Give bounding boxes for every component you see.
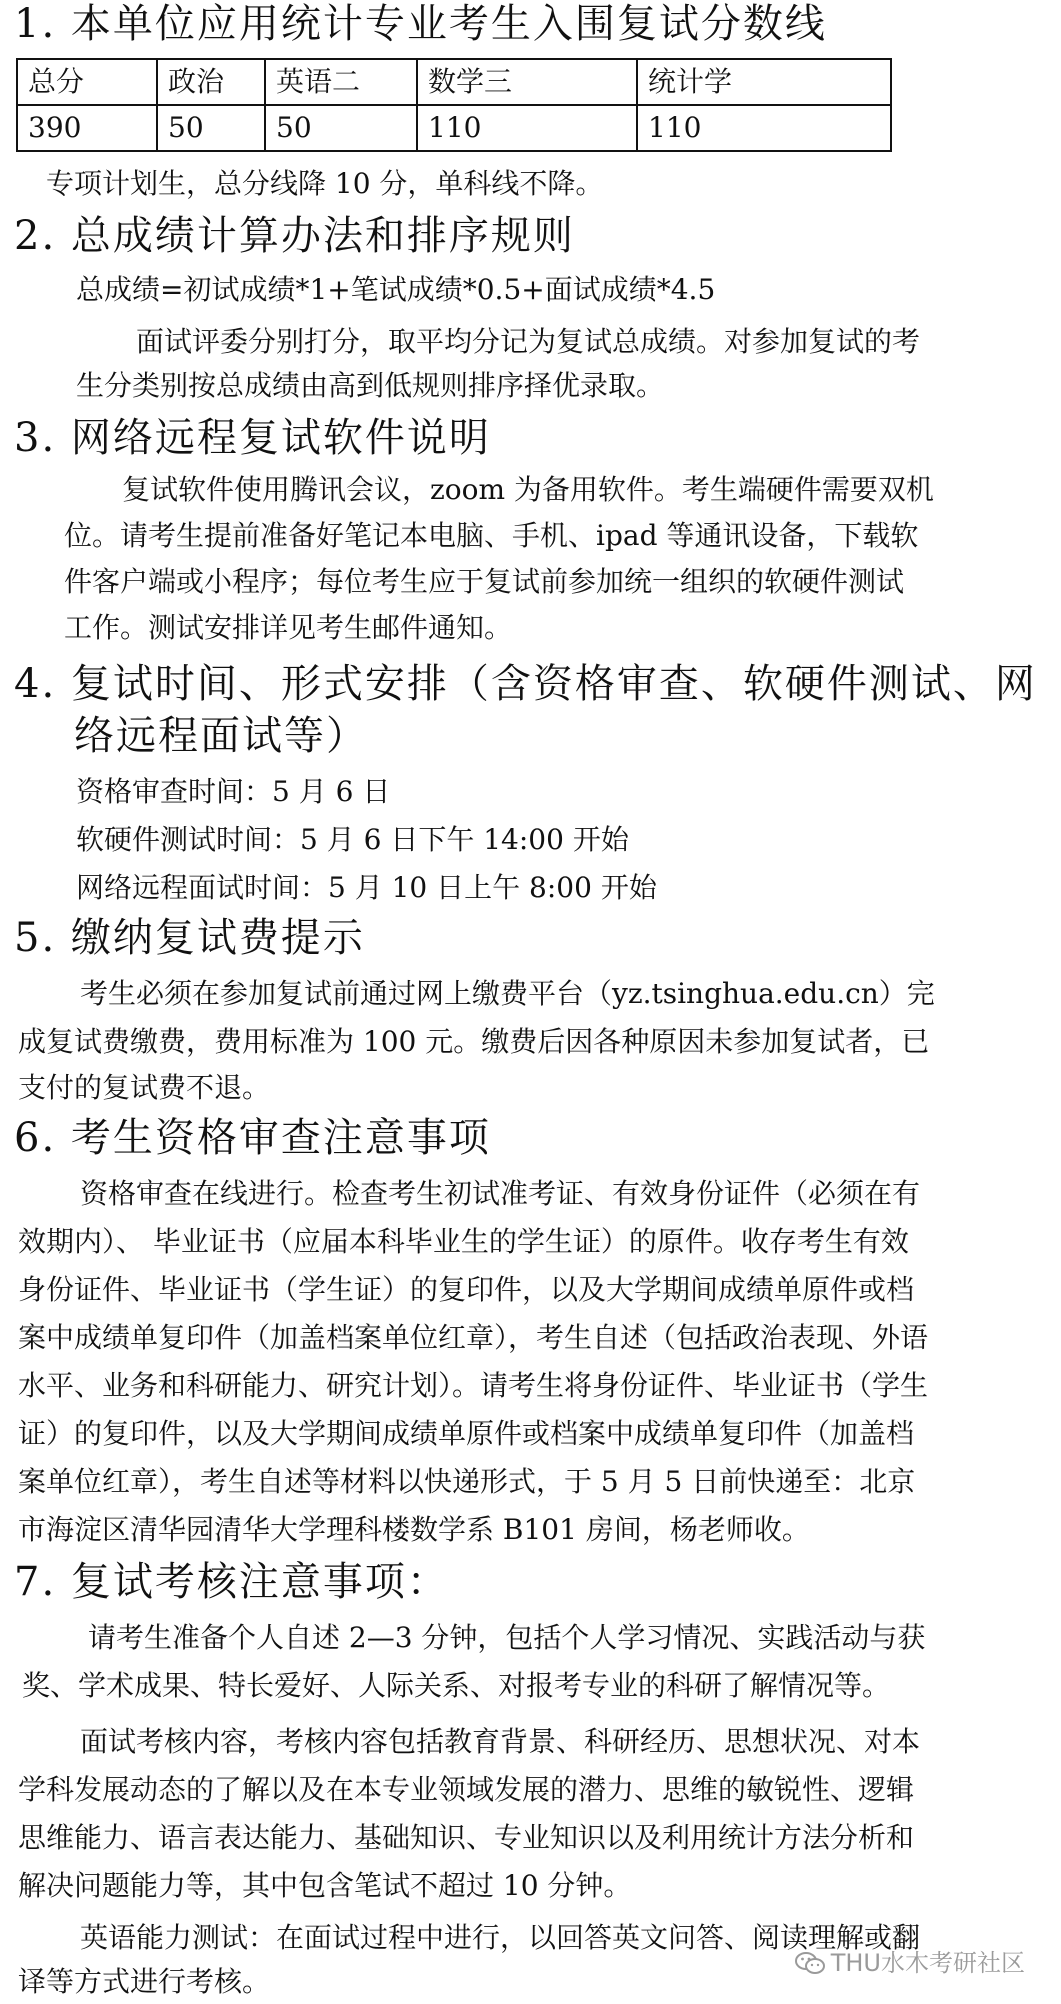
paragraph-line: 面试评委分别打分，取平均分记为复试总成绩。对参加复试的考 [136,325,921,358]
paragraph-line: 生分类别按总成绩由高到低规则排序择优录取。 [76,369,665,402]
paragraph-line: 译等方式进行考核。 [18,1965,271,1998]
score-table-header-row [17,59,891,105]
paragraph-line: 身份证件、毕业证书（学生证）的复印件，以及大学期间成绩单原件或档 [18,1273,915,1306]
paragraph-line: 位。请考生提前准备好笔记本电脑、手机、ipad 等通讯设备，下载软 [64,519,919,552]
table-header-cell: 数学三 [417,59,637,105]
section-1-title: 1. 本单位应用统计专业考生入围复试分数线 [14,1,827,47]
table-value-cell: 110 [637,105,891,151]
paragraph-line: 证）的复印件，以及大学期间成绩单原件或档案中成绩单复印件（加盖档 [18,1417,915,1450]
paragraph-line: 请考生准备个人自述 2—3 分钟，包括个人学习情况、实践活动与获 [88,1621,926,1654]
paragraph-line: 支付的复试费不退。 [18,1071,271,1104]
paragraph-line: 件客户端或小程序；每位考生应于复试前参加统一组织的软硬件测试 [64,565,905,598]
paragraph-line: 考生必须在参加复试前通过网上缴费平台（yz.tsinghua.edu.cn）完 [80,977,935,1010]
section-2-title: 2. 总成绩计算办法和排序规则 [14,213,575,259]
table-header-cell: 统计学 [637,59,891,105]
section-7-title: 7. 复试考核注意事项： [14,1559,449,1605]
schedule-line: 资格审查时间：5 月 6 日 [76,775,391,808]
table-header-cell: 政治 [157,59,265,105]
paragraph-line: 案单位红章），考生自述等材料以快递形式，于 5 月 5 日前快递至：北京 [18,1465,916,1498]
watermark [795,1943,1025,1978]
paragraph-line: 工作。测试安排详见考生邮件通知。 [64,611,513,644]
section-4-title: 4. 复试时间、形式安排（含资格审查、软硬件测试、网 [14,661,1037,707]
paragraph-line: 市海淀区清华园清华大学理科楼数学系 B101 房间，杨老师收。 [18,1513,810,1546]
table-value-cell: 390 [17,105,157,151]
paragraph-line: 面试考核内容，考核内容包括教育背景、科研经历、思想状况、对本 [80,1725,921,1758]
paragraph-line: 案中成绩单复印件（加盖档案单位红章），考生自述（包括政治表现、外语 [18,1321,929,1354]
paragraph-line: 效期内）、 毕业证书（应届本科毕业生的学生证）的原件。收存考生有效 [18,1225,909,1258]
section-4-title-cont: 络远程面试等） [74,713,368,759]
paragraph-line: 成复试费缴费，费用标准为 100 元。缴费后因各种原因未参加复试者，已 [18,1025,930,1058]
table-value-cell: 50 [157,105,265,151]
formula-text: 总成绩=初试成绩*1+笔试成绩*0.5+面试成绩*4.5 [76,273,716,306]
paragraph-line: 水平、业务和科研能力、研究计划）。请考生将身份证件、毕业证书（学生 [18,1369,929,1402]
score-table-value-row [17,105,891,151]
paragraph-line: 奖、学术成果、特长爱好、人际关系、对报考专业的科研了解情况等。 [22,1669,891,1702]
section-5-title: 5. 缴纳复试费提示 [14,915,365,961]
table-header-cell: 总分 [17,59,157,105]
score-table [16,58,892,152]
section-1-note: 专项计划生，总分线降 10 分，单科线不降。 [46,167,604,200]
paragraph-line: 资格审查在线进行。检查考生初试准考证、有效身份证件（必须在有 [80,1177,921,1210]
section-3-title: 3. 网络远程复试软件说明 [14,415,491,461]
table-value-cell: 50 [265,105,417,151]
paragraph-line: 英语能力测试：在面试过程中进行，以回答英文问答、阅读理解或翻 [80,1921,921,1954]
paragraph-line: 思维能力、语言表达能力、基础知识、专业知识以及利用统计方法分析和 [18,1821,915,1854]
paragraph-line: 学科发展动态的了解以及在本专业领域发展的潜力、思维的敏锐性、逻辑 [18,1773,915,1806]
paragraph-line: 解决问题能力等，其中包含笔试不超过 10 分钟。 [18,1869,632,1902]
table-header-cell: 英语二 [265,59,417,105]
schedule-line: 软硬件测试时间：5 月 6 日下午 14:00 开始 [76,823,629,856]
section-6-title: 6. 考生资格审查注意事项 [14,1115,491,1161]
paragraph-line: 复试软件使用腾讯会议，zoom 为备用软件。考生端硬件需要双机 [122,473,934,506]
watermark-text: THU水木考研社区 [830,1949,1025,1977]
wechat-icon [795,1949,831,1977]
schedule-line: 网络远程面试时间：5 月 10 日上午 8:00 开始 [76,871,657,904]
table-value-cell: 110 [417,105,637,151]
